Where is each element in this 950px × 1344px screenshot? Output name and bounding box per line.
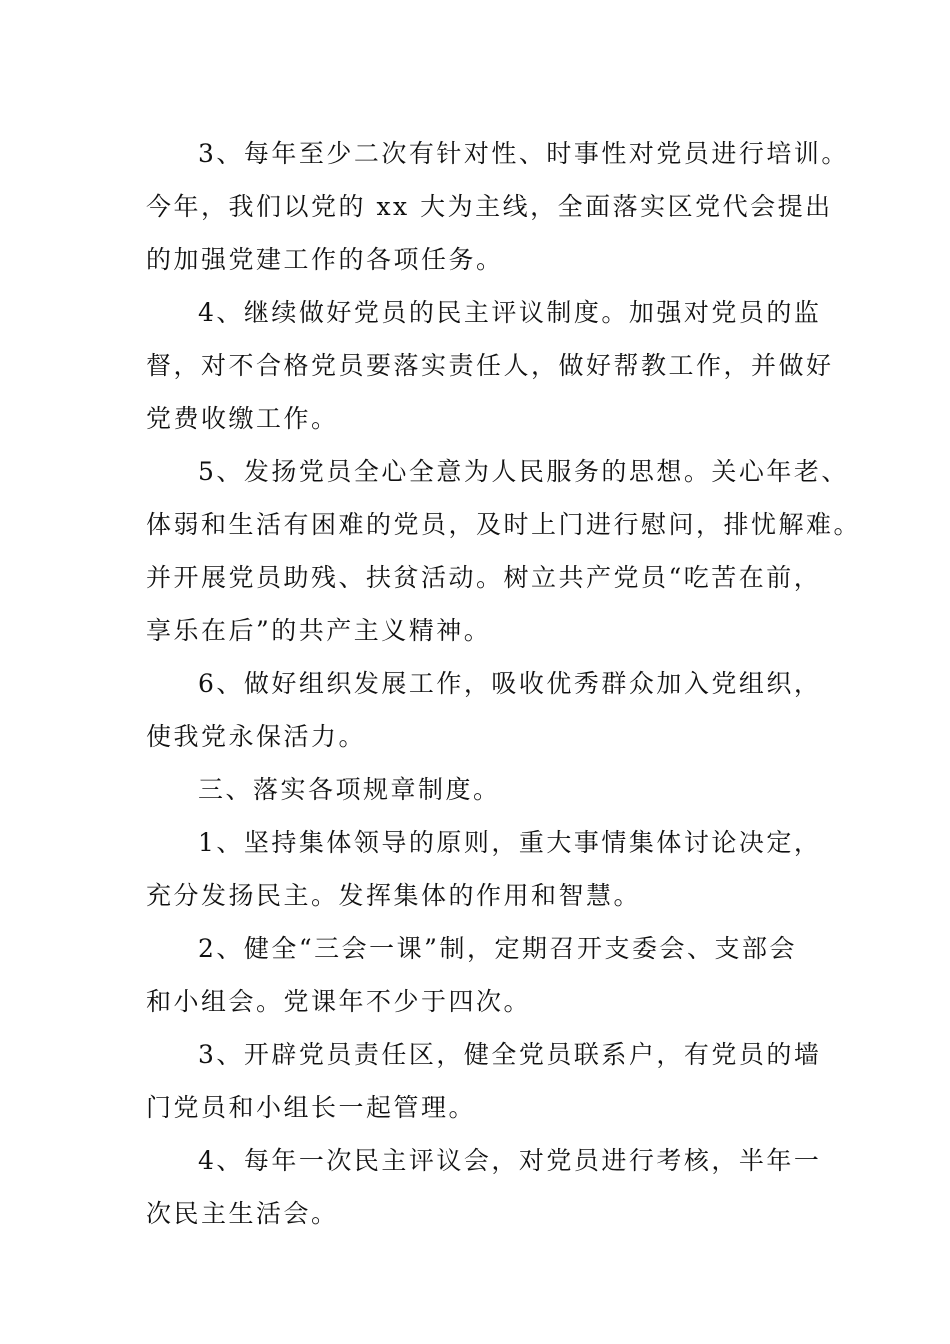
section-heading: 三、落实各项规章制度。 bbox=[198, 775, 501, 804]
text-line: 使我党永保活力。 bbox=[146, 722, 367, 751]
text-line: 充分发扬民主。发挥集体的作用和智慧。 bbox=[146, 881, 642, 910]
text-line: 享乐在后”的共产主义精神。 bbox=[146, 616, 492, 645]
text-line: 和小组会。党课年不少于四次。 bbox=[146, 987, 532, 1016]
text-line: 6、做好组织发展工作，吸收优秀群众加入党组织， bbox=[198, 669, 822, 698]
text-line: 3、开辟党员责任区，健全党员联系户，有党员的墙 bbox=[198, 1040, 822, 1069]
text-line: 2、健全“三会一课”制，定期召开支委会、支部会 bbox=[198, 934, 797, 963]
text-line: 今年，我们以党的 xx 大为主线，全面落实区党代会提出 bbox=[146, 192, 833, 221]
text-line: 体弱和生活有困难的党员，及时上门进行慰问，排忧解难。 bbox=[146, 510, 862, 539]
text-line: 次民主生活会。 bbox=[146, 1199, 339, 1228]
text-line: 督，对不合格党员要落实责任人，做好帮教工作，并做好 bbox=[146, 351, 834, 380]
text-line: 党费收缴工作。 bbox=[146, 404, 339, 433]
document-body bbox=[146, 127, 862, 1240]
text-line: 4、继续做好党员的民主评议制度。加强对党员的监 bbox=[198, 298, 822, 327]
text-line: 并开展党员助残、扶贫活动。树立共产党员“吃苦在前， bbox=[146, 563, 822, 592]
text-line: 5、发扬党员全心全意为人民服务的思想。关心年老、 bbox=[198, 457, 849, 486]
text-line: 门党员和小组长一起管理。 bbox=[146, 1093, 477, 1122]
text-line: 3、每年至少二次有针对性、时事性对党员进行培训。 bbox=[198, 139, 849, 168]
text-line: 的加强党建工作的各项任务。 bbox=[146, 245, 504, 274]
text-line: 1、坚持集体领导的原则，重大事情集体讨论决定， bbox=[198, 828, 822, 857]
text-line: 4、每年一次民主评议会，对党员进行考核，半年一 bbox=[198, 1146, 822, 1175]
